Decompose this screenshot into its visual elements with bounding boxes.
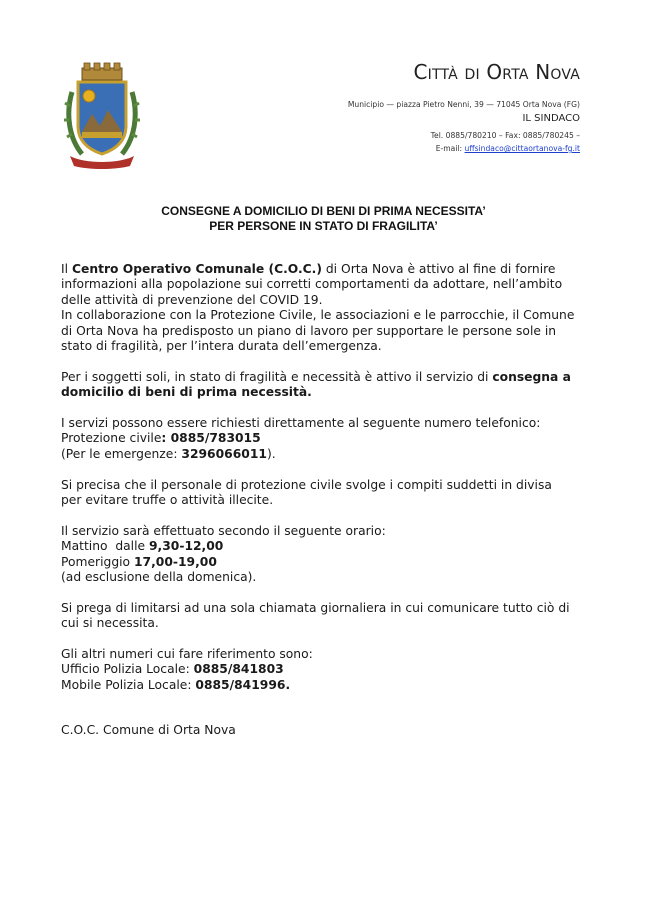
city-title: Città di Orta Nova	[413, 60, 580, 84]
text: .	[285, 677, 291, 692]
text: Ufficio Polizia Locale:	[61, 662, 194, 677]
document-body	[61, 262, 601, 754]
title-line-2: PER PERSONE IN STATO DI FRAGILITA’	[209, 219, 438, 233]
office-label: IL SINDACO	[522, 113, 580, 124]
text-line: informazioni alla popolazione sui corretti comportamenti da adottare, nell’ambito	[61, 277, 563, 292]
service-name: consegna a	[492, 369, 571, 384]
text-line: Si prega di limitarsi ad una sola chiamata giornaliera in cui comunicare tutto ciò di	[61, 600, 570, 615]
polizia-mobile-number: 0885/841996	[195, 677, 286, 692]
text-line: per evitare truffe o attività illecite.	[61, 493, 274, 508]
text: di Orta Nova è attivo al fine di fornire	[321, 262, 556, 276]
service-name-cont: domicilio di beni di prima necessità.	[61, 385, 312, 400]
text: Mattino dalle	[61, 539, 149, 554]
text-line: Il servizio sarà effettuato secondo il seguente orario:	[61, 523, 386, 538]
text-line: di Orta Nova ha predisposto un piano di lavoro per supportare le persone sole in	[61, 323, 557, 338]
email-line	[436, 144, 580, 153]
text-line: cui si necessita.	[61, 616, 159, 631]
morning-hours: 9,30-12,00	[149, 539, 224, 554]
signature: C.O.C. Comune di Orta Nova	[61, 723, 236, 738]
coc-name: Centro Operativo Comunale (C.O.C.)	[71, 262, 322, 276]
document-title	[0, 204, 647, 234]
text-line: delle attività di prevenzione del COVID 19.	[61, 292, 323, 307]
paragraph-other-numbers	[61, 647, 601, 693]
paragraph-coc-intro	[61, 262, 601, 354]
city-coat-of-arms-logo	[64, 62, 140, 170]
text-line: In collaborazione con la Protezione Civile, le associazioni e le parrocchie, il Comune	[61, 308, 575, 323]
text-line: (ad esclusione della domenica).	[61, 570, 257, 585]
afternoon-hours: 17,00-19,00	[133, 554, 217, 569]
email-label: E-mail:	[435, 144, 463, 153]
text-line: stato di fragilità, per l’intera durata dell’emergenza.	[61, 339, 382, 354]
text: Per i soggetti soli, in stato di fragilità e necessità è attivo il servizio di	[61, 369, 493, 384]
paragraph-one-call	[61, 601, 601, 632]
text: Il	[61, 262, 72, 276]
text: Mobile Polizia Locale:	[61, 677, 196, 692]
text-line: I servizi possono essere richiesti direttamente al seguente numero telefonico:	[61, 416, 541, 431]
paragraph-service	[61, 370, 601, 401]
text-line: Gli altri numeri cui fare riferimento sono:	[61, 647, 313, 662]
text: (Per le emergenze:	[61, 446, 182, 461]
text: ).	[266, 446, 276, 461]
email-link[interactable]: uffsindaco@cittaortanova-fg.it	[464, 144, 580, 153]
paragraph-schedule	[61, 524, 601, 586]
municipality-address: Municipio — piazza Pietro Nenni, 39 — 71045 Orta Nova (FG)	[347, 100, 580, 109]
paragraph-uniform	[61, 478, 601, 509]
text: Protezione civile	[61, 431, 162, 446]
text: Pomeriggio	[61, 554, 134, 569]
polizia-office-number: 0885/841803	[193, 662, 284, 677]
title-line-1: CONSEGNE A DOMICILIO DI BENI DI PRIMA NECESSITA’	[161, 204, 486, 218]
phone-fax: Tel. 0885/780210 – Fax: 0885/780245 –	[430, 131, 580, 140]
paragraph-phone	[61, 416, 601, 462]
text-line: Si precisa che il personale di protezione civile svolge i compiti suddetti in divisa	[61, 477, 552, 492]
emergency-number: 3296066011	[181, 446, 267, 461]
protezione-civile-number: : 0885/783015	[161, 431, 261, 446]
